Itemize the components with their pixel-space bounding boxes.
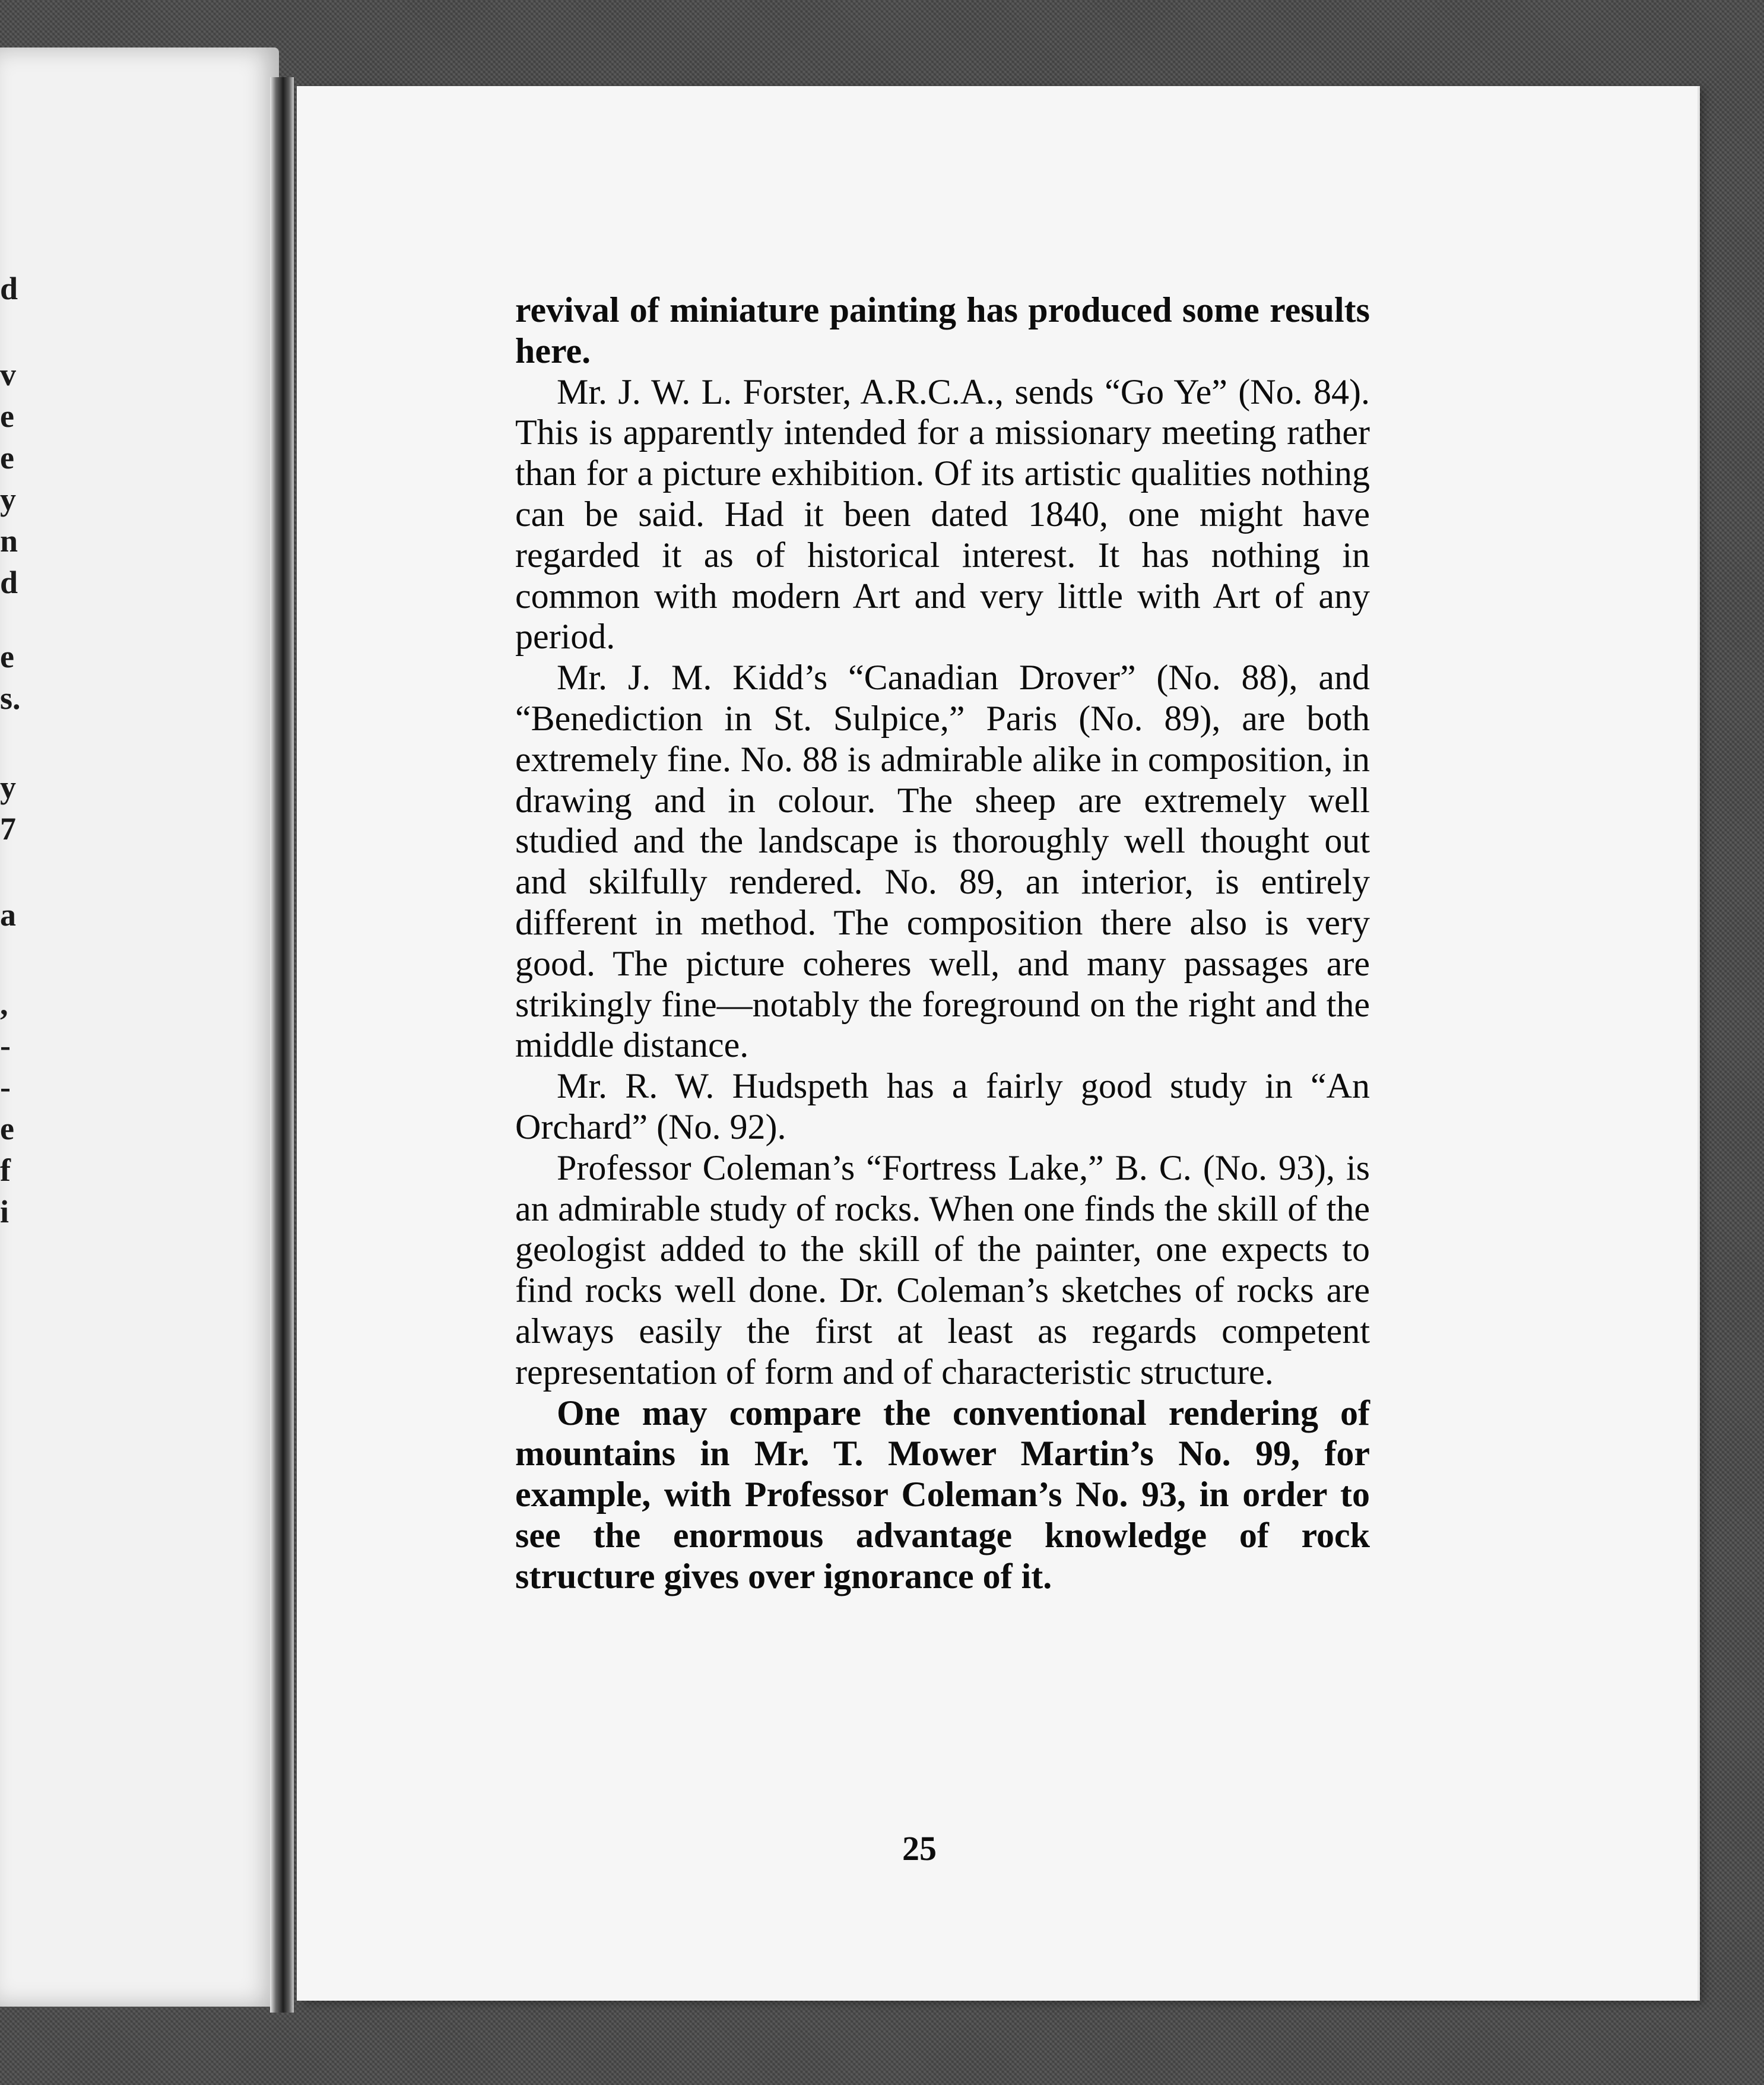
left-fragment: d bbox=[0, 271, 18, 306]
left-fragment: d bbox=[0, 565, 18, 600]
left-fragment: - bbox=[0, 1069, 11, 1105]
paragraph: One may compare the conventional rendering of mountains in Mr. T. Mower Martin’s No. 99, for example, with Professor Coleman’s No. 93, in order to see the enormous advantage knowledge of rock structure gives over ignorance of it. bbox=[515, 1393, 1370, 1596]
left-fragment: - bbox=[0, 1028, 11, 1063]
left-fragment: a bbox=[0, 897, 16, 933]
left-fragment: y bbox=[0, 481, 16, 517]
left-fragment: e bbox=[0, 1111, 14, 1146]
paragraph: Professor Coleman’s “Fortress Lake,” B. C. (No. 93), is an admirable study of rocks. When one finds the skill of the geologist added to the skill of the painter, one expects to find rocks well done. Dr. Coleman’s sketches of rocks are always easily the first at least as regards competent representation of form and of characteristic structure. bbox=[515, 1148, 1370, 1392]
left-fragment: e bbox=[0, 639, 14, 674]
left-fragment: n bbox=[0, 523, 18, 559]
left-fragment: e bbox=[0, 398, 14, 434]
paragraph: revival of miniature painting has produced some results here. bbox=[515, 290, 1370, 370]
left-fragment: e bbox=[0, 440, 14, 476]
book-gutter bbox=[270, 77, 294, 2013]
paragraph: Mr. R. W. Hudspeth has a fairly good study in “An Orchard” (No. 92). bbox=[515, 1066, 1370, 1146]
left-fragment: 7 bbox=[0, 811, 16, 847]
left-page bbox=[0, 47, 279, 2007]
left-fragment: y bbox=[0, 769, 16, 805]
page-number: 25 bbox=[902, 1829, 937, 1868]
left-fragment: v bbox=[0, 357, 16, 392]
left-fragment: f bbox=[0, 1152, 11, 1188]
left-fragment: s. bbox=[0, 680, 21, 716]
left-fragment: i bbox=[0, 1194, 9, 1230]
paragraph: Mr. J. W. L. Forster, A.R.C.A., sends “Go Ye” (No. 84). This is apparently intended for a missionary meeting rather than for a picture exhibition. Of its artistic qualities nothing can be said. Had it been dated 1840, one might have regarded it as of historical interest. It has nothing in common with modern Art and very little with Art of any period. bbox=[515, 372, 1370, 657]
paragraph: Mr. J. M. Kidd’s “Canadian Drover” (No. 88), and “Benediction in St. Sulpice,” Paris (No. 89), are both extremely fine. No. 88 is admirable alike in composition, in drawing and in colour. The sheep are extremely well studied and the landscape is thoroughly well thought out and skilfully rendered. No. 89, an interior, is entirely different in method. The composition there also is very good. The picture coheres well, and many passages are strikingly fine—notably the foreground on the right and the middle distance. bbox=[515, 658, 1370, 1065]
body-text bbox=[515, 290, 1370, 1597]
left-fragment: , bbox=[0, 986, 8, 1022]
